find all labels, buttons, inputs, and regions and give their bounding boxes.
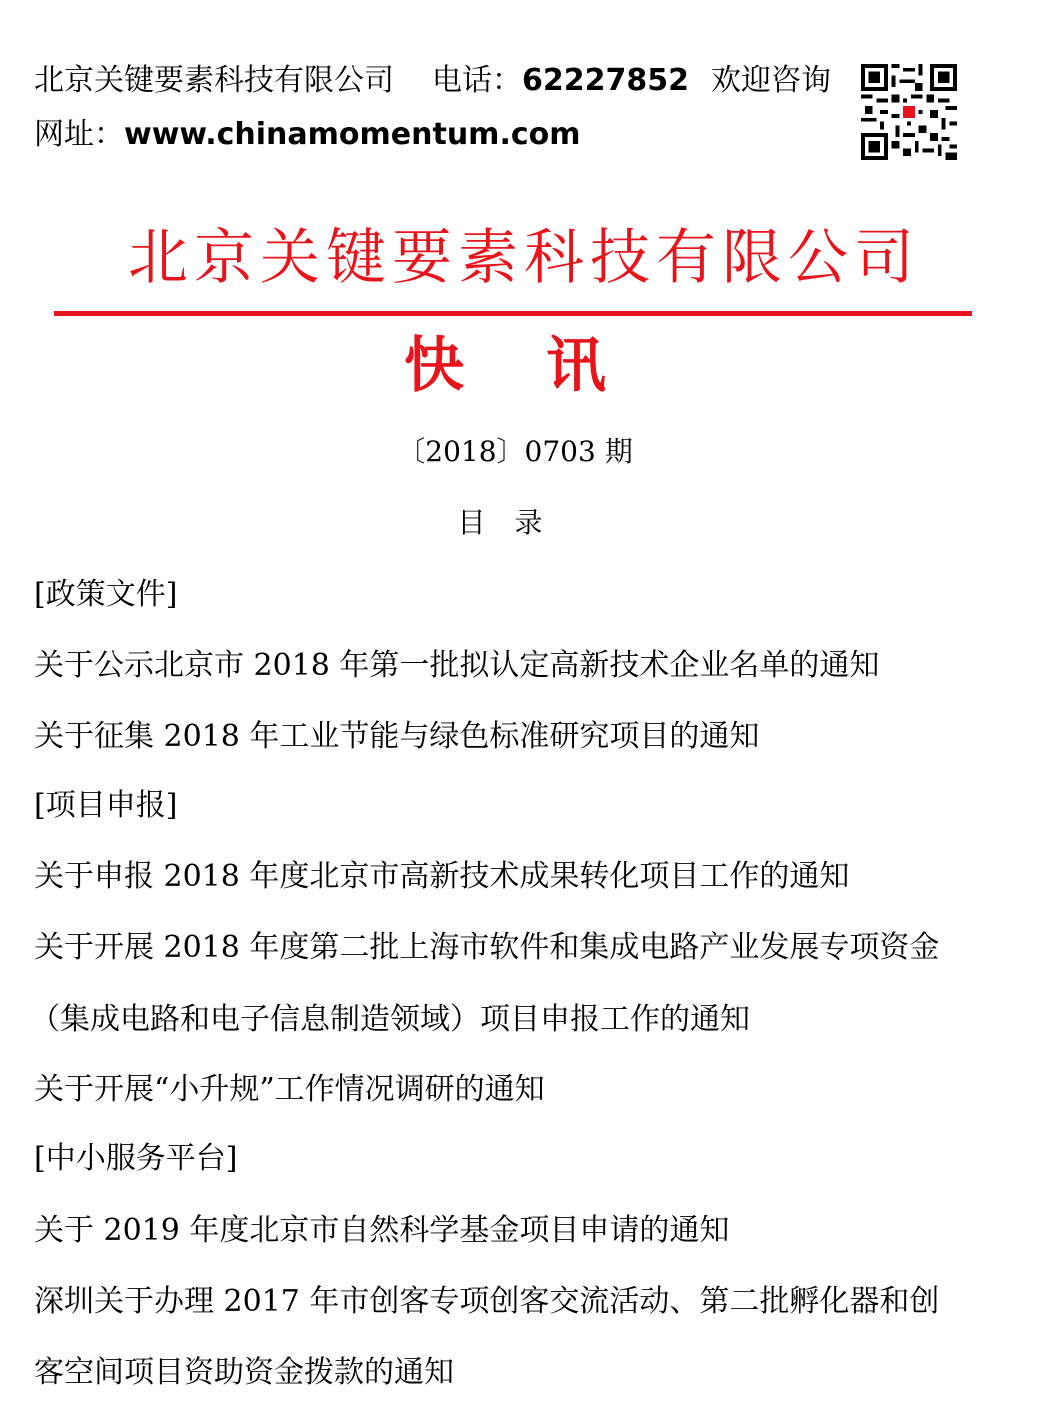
header-line-contact <box>34 62 831 100</box>
subtitle-right: 讯 <box>546 331 606 401</box>
header-phone-label: 电话： <box>432 63 522 98</box>
title-divider <box>54 311 972 316</box>
issue-number: 〔2018〕0703 期 <box>397 435 633 468</box>
header-site-label: 网址： <box>34 117 124 152</box>
toc-item: 关于开展 2018 年度第二批上海市软件和集成电路产业发展专项资金 <box>34 930 940 965</box>
header-welcome: 欢迎咨询 <box>711 63 831 98</box>
toc-title: 目 录 <box>457 506 553 539</box>
header-phone: 62227852 <box>522 63 689 98</box>
toc-item: 客空间项目资助资金拨款的通知 <box>34 1355 454 1390</box>
toc-item: 关于申报 2018 年度北京市高新技术成果转化项目工作的通知 <box>34 859 850 894</box>
toc-section-projects: [项目申报] <box>34 788 178 823</box>
newsletter-subtitle <box>0 330 1010 402</box>
toc-section-sme-platform: [中小服务平台] <box>34 1141 238 1176</box>
page-title: 北京关键要素科技有限公司 <box>128 223 920 293</box>
toc-section-policy: [政策文件] <box>34 577 178 612</box>
subtitle-left: 快 <box>404 331 464 401</box>
toc-item: 关于 2019 年度北京市自然科学基金项目申请的通知 <box>34 1213 730 1248</box>
header-company: 北京关键要素科技有限公司 <box>34 63 394 98</box>
toc-item: 深圳关于办理 2017 年市创客专项创客交流活动、第二批孵化器和创 <box>34 1284 940 1319</box>
toc-item: 关于开展“小升规”工作情况调研的通知 <box>34 1072 545 1107</box>
toc-item: 关于征集 2018 年工业节能与绿色标准研究项目的通知 <box>34 719 760 754</box>
qr-code-icon <box>860 64 958 160</box>
header-line-website <box>34 116 581 154</box>
header-site: www.chinamomentum.com <box>124 117 581 152</box>
toc-item: 关于公示北京市 2018 年第一批拟认定高新技术企业名单的通知 <box>34 648 880 683</box>
toc-item: （集成电路和电子信息制造领域）项目申报工作的通知 <box>30 1002 750 1037</box>
